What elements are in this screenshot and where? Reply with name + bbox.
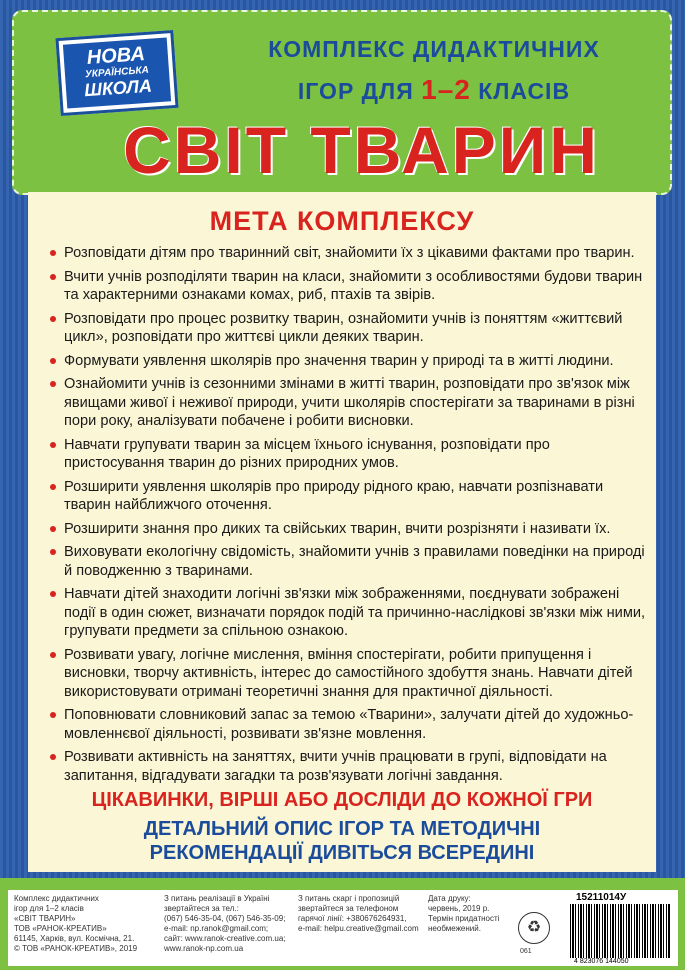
list-item: Розширити знання про диких та свійських тварин, вчити розрізняти і називати їх.	[50, 520, 650, 539]
extras-banner: ЦІКАВИНКИ, ВІРШІ АБО ДОСЛІДИ ДО КОЖНОЇ ГРИ	[91, 789, 593, 811]
list-item: Розширити уявлення школярів про природу рідного краю, навчати розпізнавати тварин найближчого оточення.	[50, 478, 650, 515]
grade-range: 1–2	[421, 74, 471, 105]
imprint-text: e-mail: helpu.creative@gmail.com	[298, 924, 419, 933]
imprint-text: e-mail: np.ranok@gmail.com;	[164, 924, 269, 933]
recycle-code: 061	[520, 948, 532, 955]
logo-line-1: НОВА	[86, 43, 146, 70]
imprint-text: Комплекс дидактичних	[14, 894, 99, 903]
logo-line-2: УКРАЇНСЬКА	[84, 64, 150, 81]
imprint-text: червень, 2019 р.	[428, 904, 490, 913]
imprint-text: звертайтеся за телефоном	[298, 904, 399, 913]
goals-list	[50, 244, 650, 790]
nova-ukrainska-shkola-logo	[55, 30, 178, 116]
list-item: Ознайомити учнів із сезонними змінами в житті тварин, розповідати про зв'язок між явищами живої і неживої природи, учити школярів спостерігати за тваринами в різні пори року, аналізувати побачене і робити висновки.	[50, 375, 650, 431]
imprint-text: сайт: www.ranok-creative.com.ua;	[164, 934, 286, 943]
logo-line-3: ШКОЛА	[83, 75, 153, 101]
list-item: Розвивати активність на заняттях, вчити учнів працювати в групі, відповідати на запитання, відгадувати загадки та розв'язувати логічні завдання.	[50, 748, 650, 785]
imprint-text: звертайтеся за тел.:	[164, 904, 239, 913]
imprint-text: необмежений.	[428, 924, 481, 933]
header-banner	[12, 10, 672, 195]
list-item: Поповнювати словниковий запас за темою «Тварини», залучати дітей до художньо-мовленнєвої діяльності, розвивати зв'язне мовлення.	[50, 706, 650, 743]
subtitle-line-2-post: КЛАСІВ	[470, 78, 571, 104]
details-line-2: РЕКОМЕНДАЦІЇ ДИВІТЬСЯ ВСЕРЕДИНІ	[149, 842, 535, 864]
details-line-1: ДЕТАЛЬНИЙ ОПИС ІГОР ТА МЕТОДИЧНІ	[143, 818, 541, 840]
imprint-col-4	[428, 894, 499, 934]
product-code: 15211014У	[576, 892, 627, 903]
imprint-col-2	[164, 894, 286, 954]
recycle-icon: ♻	[518, 912, 550, 944]
list-item: Розповідати про процес розвитку тварин, ознайомити учнів із поняттям «життєвий цикл», розповідати про життєві цикли деяких тварин.	[50, 310, 650, 347]
barcode-icon	[570, 904, 670, 958]
imprint-text: (067) 546-35-04, (067) 546-35-09;	[164, 914, 286, 923]
imprint-text: З питань скарг і пропозицій	[298, 894, 400, 903]
imprint-text: © ТОВ «РАНОК-КРЕАТИВ», 2019	[14, 944, 138, 953]
list-item: Виховувати екологічну свідомість, знайомити учнів з правилами поведінки на природі й поводженню з тваринами.	[50, 543, 650, 580]
imprint-text: ТОВ «РАНОК-КРЕАТИВ»	[14, 924, 107, 933]
imprint-text: 61145, Харків, вул. Космічна, 21.	[14, 934, 135, 943]
subtitle-line-2-pre: ІГОР ДЛЯ	[297, 78, 422, 104]
imprint-strip	[0, 878, 685, 970]
imprint-text: Дата друку:	[428, 894, 471, 903]
subtitle-line-2	[194, 74, 674, 106]
imprint-text: «СВІТ ТВАРИН»	[14, 914, 76, 923]
list-item: Формувати уявлення школярів про значення тварин у природі та в житті людини.	[50, 352, 650, 371]
imprint-text: Термін придатності	[428, 914, 500, 923]
imprint-text: www.ranok-np.com.ua	[164, 944, 244, 953]
imprint-col-1	[14, 894, 137, 954]
list-item: Розвивати увагу, логічне мислення, вміння спостерігати, робити припущення і висновки, творчу активність, інтерес до самостійного здобуття знань. Навчати дітей використовувати отримані теоретичні знання для практичної діяльності.	[50, 646, 650, 702]
goals-panel	[28, 192, 656, 872]
details-banner	[28, 817, 656, 865]
subtitle-line-1: КОМПЛЕКС ДИДАКТИЧНИХ	[268, 36, 600, 62]
imprint-text: З питань реалізації в Україні	[164, 894, 270, 903]
list-item: Вчити учнів розподіляти тварин на класи, знайомити з особливостями будови тварин та характерними ознаками комах, риб, птахів та звірів.	[50, 268, 650, 305]
list-item: Навчати групувати тварин за місцем їхнього існування, розповідати про пристосування тварин до різних природних умов.	[50, 436, 650, 473]
list-item: Навчати дітей знаходити логічні зв'язки між зображеннями, поєднувати зображені події в один сюжет, визначати порядок подій та причинно-наслідкові зв'язки між ними, групувати предмети за спільною ознакою.	[50, 585, 650, 641]
imprint-text: гарячої лінії: +380676264931,	[298, 914, 407, 923]
imprint-text: ігор для 1–2 класів	[14, 904, 84, 913]
panel-title: МЕТА КОМПЛЕКСУ	[209, 206, 475, 236]
barcode-number: 4 823076 144050	[574, 958, 629, 965]
main-title: СВІТ ТВАРИН	[123, 113, 600, 187]
imprint-box	[8, 890, 678, 966]
imprint-col-3	[298, 894, 419, 934]
list-item: Розповідати дітям про тваринний світ, знайомити їх з цікавими фактами про тварин.	[50, 244, 650, 263]
